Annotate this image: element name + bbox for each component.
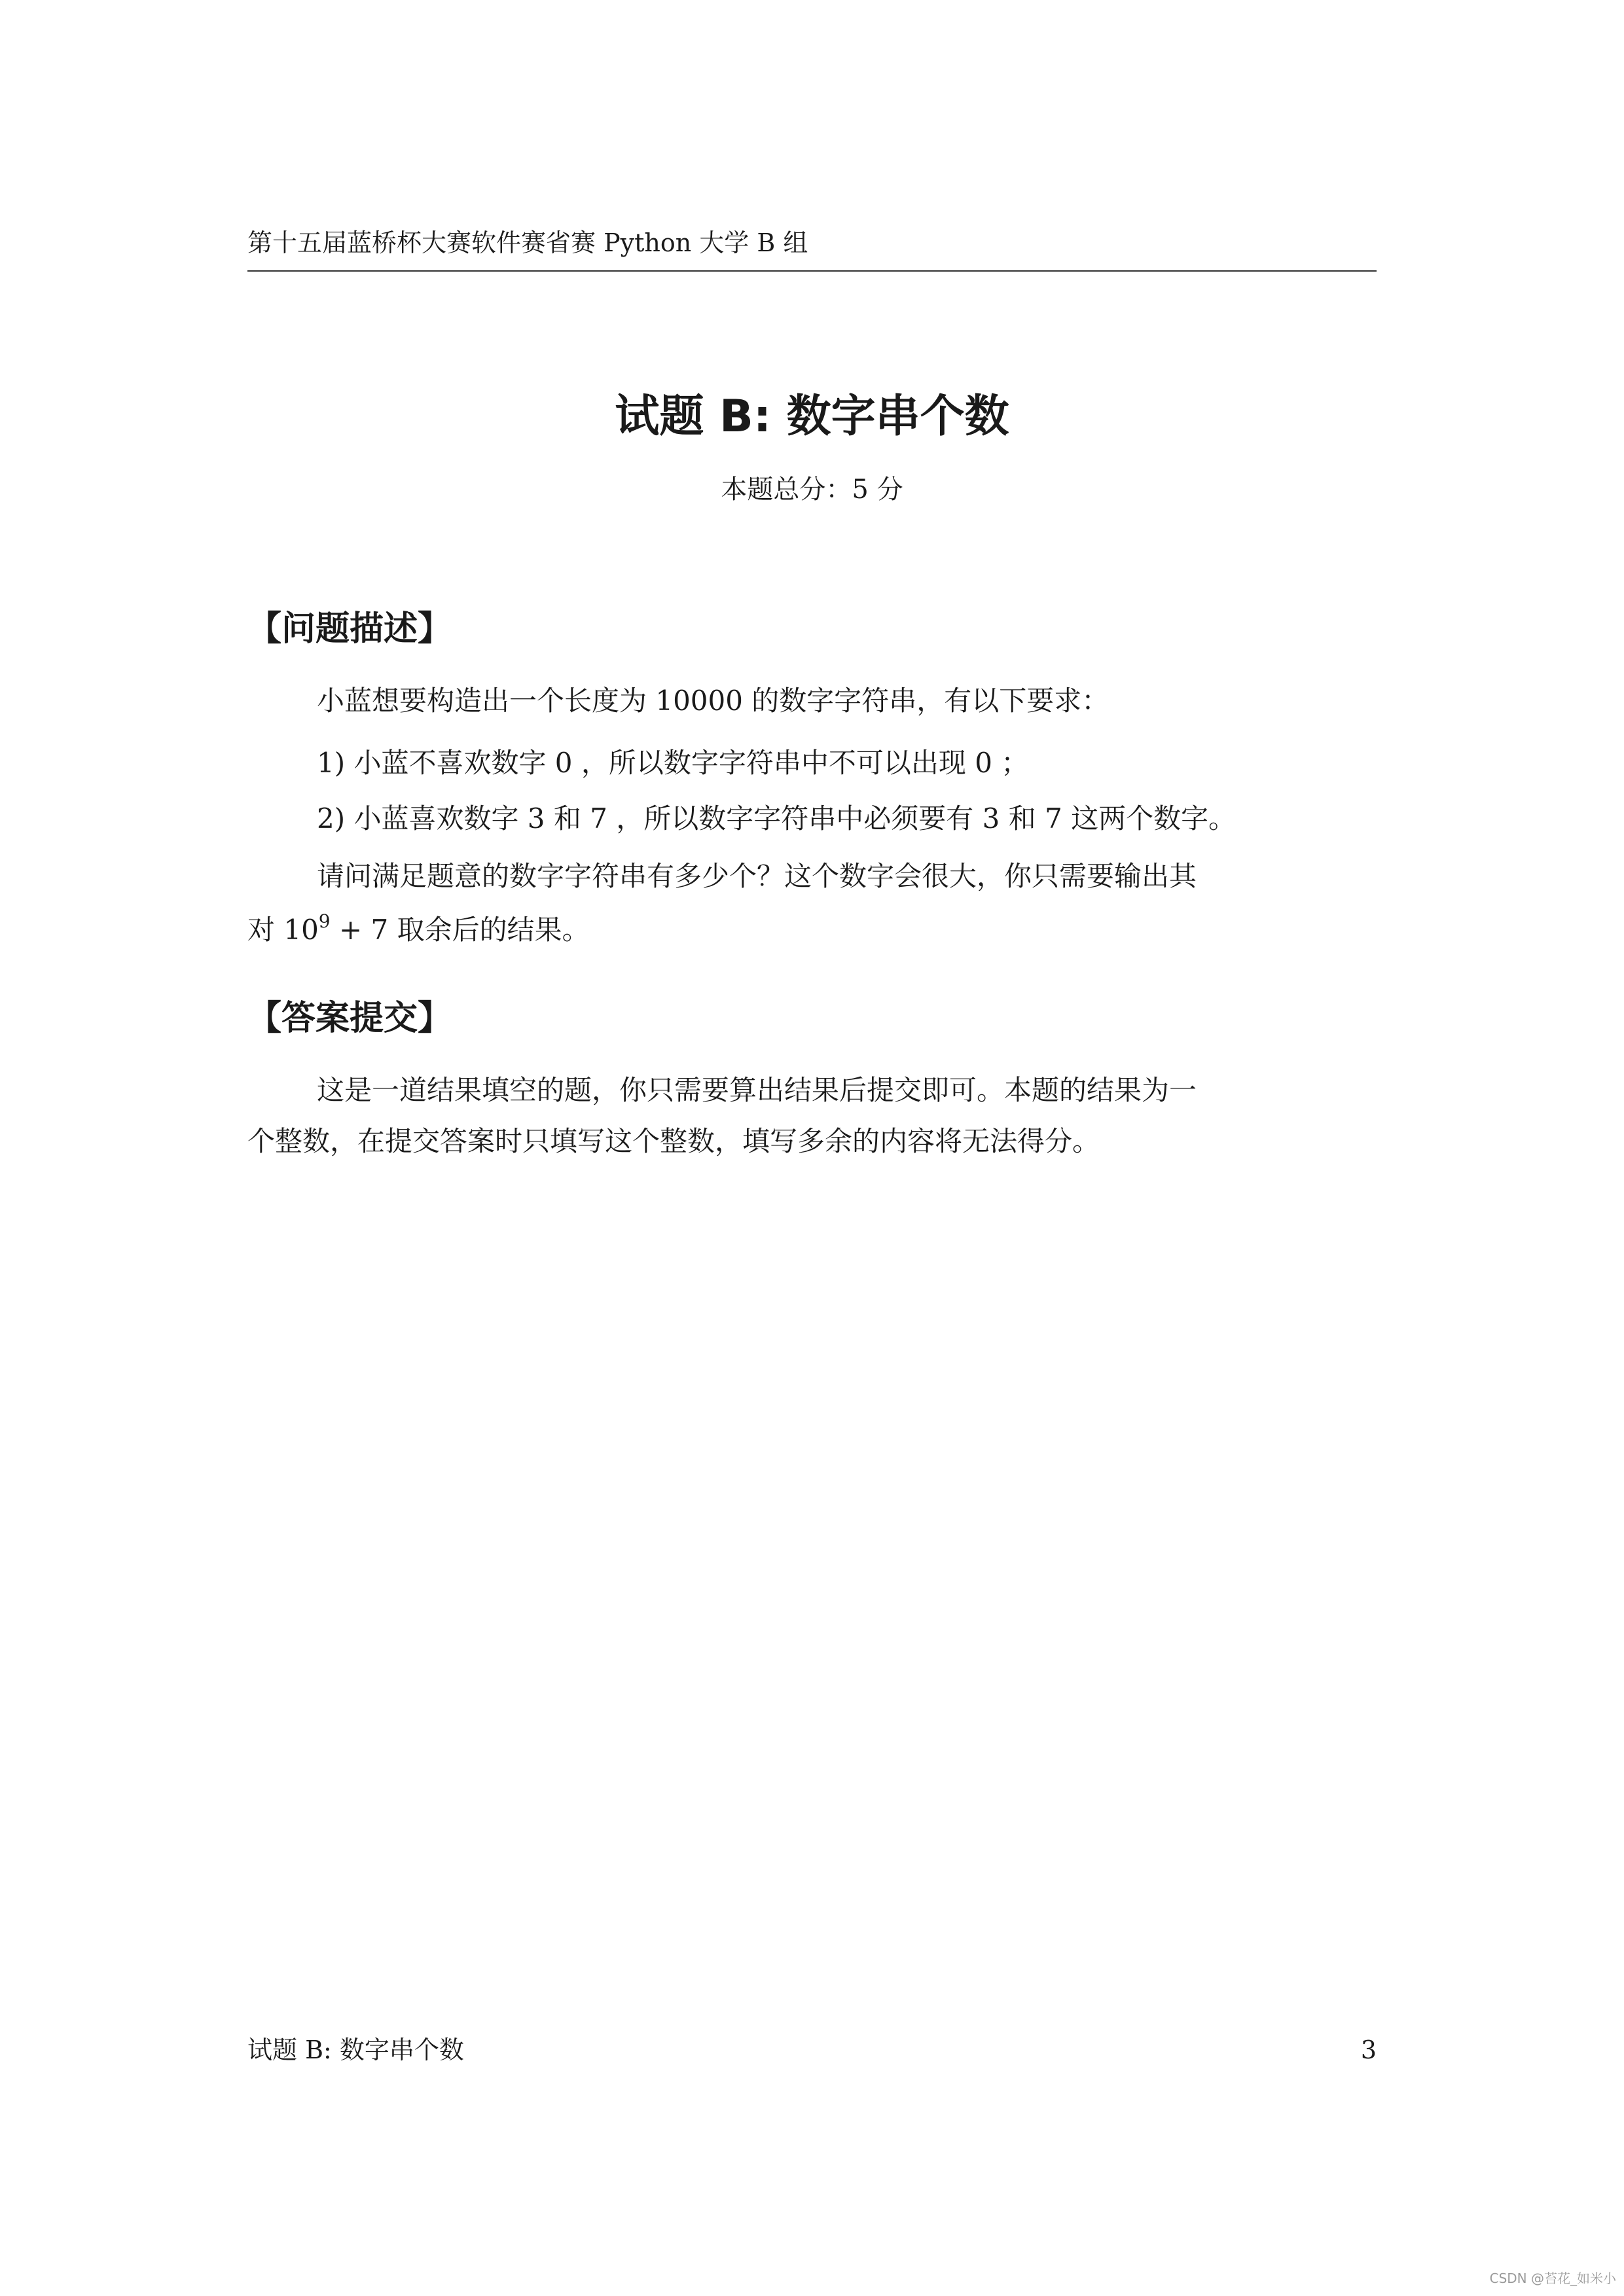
- description-line-4: 请问满足题意的数字字符串有多少个？这个数字会很大，你只需要输出其: [317, 860, 1197, 892]
- description-heading: 【问题描述】: [247, 609, 452, 649]
- description-line-2: 1) 小蓝不喜欢数字 0 ，所以数字字符串中不可以出现 0 ；: [317, 747, 1029, 779]
- running-header: 第十五届蓝桥杯大赛软件赛省赛 Python 大学 B 组: [247, 228, 808, 257]
- header-divider: [247, 270, 1377, 272]
- answer-line-1: 这是一道结果填空的题，你只需要算出结果后提交即可。本题的结果为一: [317, 1074, 1197, 1106]
- problem-title: 试题 B: 数字串个数: [615, 391, 1009, 442]
- modulus-suffix: + 7 取余后的结果。: [330, 914, 590, 946]
- answer-line-2: 个整数，在提交答案时只填写这个整数，填写多余的内容将无法得分。: [247, 1125, 1100, 1157]
- footer-title: 试题 B: 数字串个数: [247, 2036, 464, 2064]
- answer-heading: 【答案提交】: [247, 999, 452, 1038]
- watermark: CSDN @苔花_如米小: [1489, 2270, 1616, 2286]
- modulus-exponent: 9: [318, 910, 331, 932]
- description-line-5: [247, 910, 1377, 946]
- page-number: 3: [1360, 2036, 1377, 2064]
- description-line-1: 小蓝想要构造出一个长度为 10000 的数字字符串，有以下要求：: [317, 685, 1110, 717]
- description-line-3: 2) 小蓝喜欢数字 3 和 7 ，所以数字字符串中必须要有 3 和 7 这两个数字。: [317, 802, 1236, 834]
- problem-score: 本题总分：5 分: [721, 475, 903, 505]
- modulus-base: 对 10: [247, 914, 319, 946]
